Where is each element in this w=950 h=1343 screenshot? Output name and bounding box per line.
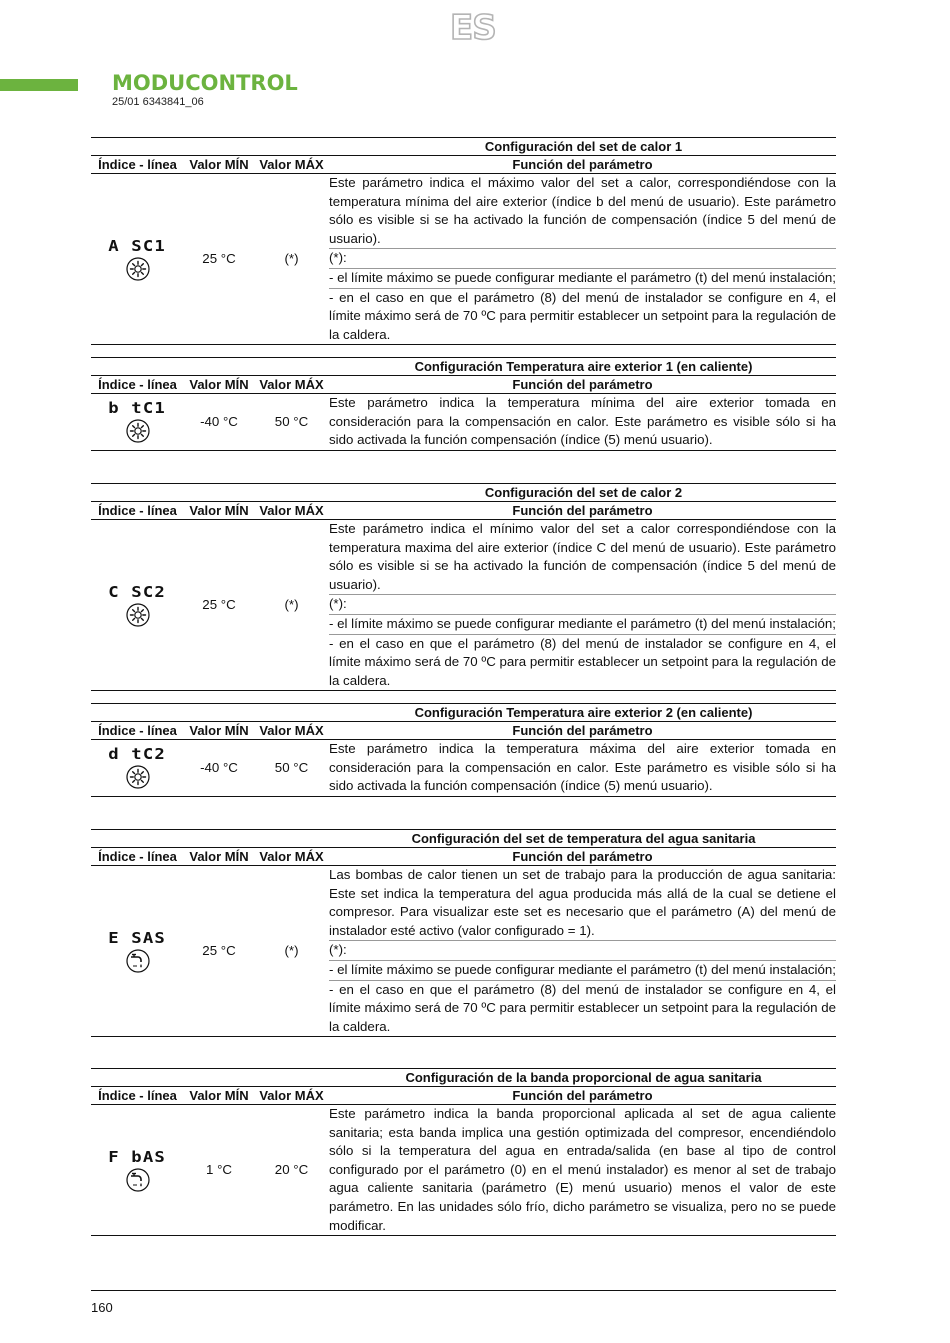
max-value: (*) — [284, 942, 299, 958]
parameter-section — [91, 357, 836, 451]
min-value: 25 °C — [202, 942, 236, 958]
header-index: Índice - línea — [98, 849, 177, 864]
parameter-section — [91, 703, 836, 797]
section-title: Configuración del set de temperatura del agua sanitaria — [91, 830, 836, 848]
document-reference: 25/01 6343841_06 — [112, 96, 204, 108]
parameter-section — [91, 1068, 836, 1236]
header-function: Función del parámetro — [512, 1088, 653, 1103]
header-index: Índice - línea — [98, 157, 177, 172]
max-value: (*) — [284, 250, 299, 266]
display-code: C SC2 — [108, 582, 167, 601]
header-max: Valor MÁX — [259, 1088, 324, 1103]
table-row — [91, 174, 836, 344]
function-paragraph: - en el caso en que el parámetro (8) del menú de instalador se configure en 4, el límite máximo será de 70 ºC para permitir establecer un setpoint para la regulación de la caldera. — [329, 981, 836, 1034]
function-paragraph: Este parámetro indica la temperatura mínima del aire exterior tomada en consideración para la compensación en calor. Este parámetro es visible sólo si ha sido activada la función compensación (índice (5) menú usuario). — [329, 395, 836, 448]
function-paragraph: Este parámetro indica la banda proporcional aplicada al set de agua caliente sanitaria; esta banda implica una gestión optimizada del compresor, encendiéndolo sólo si la temperatura del agua en entrada/salida (en base al tipo de control configurado por el parámetro (0) en el menú instalador) es menor al set de trabajo agua caliente sanitaria (parámetro (E) menú usuario) menos el valor de este parámetro. En las unidades sólo frío, dicho parámetro se visualiza, pero no se puede modificar. — [329, 1106, 836, 1233]
column-headers — [91, 722, 836, 740]
header-max: Valor MÁX — [259, 377, 324, 392]
function-paragraph: (*): — [329, 595, 836, 615]
parameter-section — [91, 483, 836, 691]
max-value: 50 °C — [274, 413, 309, 429]
max-value: 20 °C — [274, 1161, 309, 1177]
footer-divider — [91, 1290, 836, 1291]
function-paragraph: - el límite máximo se puede configurar mediante el parámetro (t) del menú instalación; — [329, 961, 836, 981]
display-code: F bAS — [108, 1147, 167, 1166]
function-paragraph: - en el caso en que el parámetro (8) del menú de instalador se configure en 4, el límite máximo será de 70 ºC para permitir establecer un setpoint para la regulación de la caldera. — [329, 289, 836, 342]
header-function: Función del parámetro — [512, 723, 653, 738]
function-paragraph: Este parámetro indica el máximo valor del set a calor, correspondiéndose con la temperatura mínima del aire exterior (índice b del menú de usuario). Este parámetro sólo es visible si se ha activado la función de compensación (índice 5 del menú de usuario). — [329, 174, 836, 249]
parameter-section — [91, 829, 836, 1037]
function-paragraph: Este parámetro indica la temperatura máxima del aire exterior tomada en consideración para la compensación en calor. Este parámetro es visible sólo si ha sido activada la función compensación (índice (5) menú usuario). — [329, 741, 836, 794]
table-row — [91, 520, 836, 690]
header-function: Función del parámetro — [512, 503, 653, 518]
table-row — [91, 866, 836, 1036]
function-paragraph: - el límite máximo se puede configurar mediante el parámetro (t) del menú instalación; — [329, 269, 836, 289]
max-value: 50 °C — [274, 759, 309, 775]
sun-icon — [126, 765, 150, 789]
header-function: Función del parámetro — [512, 157, 653, 172]
header-max: Valor MÁX — [259, 503, 324, 518]
function-description — [329, 394, 836, 450]
column-headers — [91, 848, 836, 866]
function-description — [329, 174, 836, 344]
language-code: ES — [450, 8, 496, 48]
index-cell — [91, 174, 184, 344]
sun-icon — [126, 419, 150, 443]
header-function: Función del parámetro — [512, 377, 653, 392]
index-cell — [91, 394, 184, 450]
header-min: Valor MÍN — [189, 1088, 249, 1103]
section-title: Configuración del set de calor 2 — [91, 484, 836, 502]
function-description — [329, 520, 836, 690]
display-code: d tC2 — [108, 745, 167, 764]
min-value: 25 °C — [202, 596, 236, 612]
page-number: 160 — [91, 1300, 113, 1315]
section-title: Configuración de la banda proporcional de agua sanitaria — [91, 1069, 836, 1087]
section-title: Configuración Temperatura aire exterior 2 (en caliente) — [91, 704, 836, 722]
column-headers — [91, 376, 836, 394]
function-paragraph: - el límite máximo se puede configurar mediante el parámetro (t) del menú instalación; — [329, 615, 836, 635]
function-description — [329, 1105, 836, 1235]
function-description — [329, 866, 836, 1036]
min-value: -40 °C — [200, 759, 238, 775]
min-value: -40 °C — [200, 413, 238, 429]
tap-icon — [126, 1168, 150, 1192]
header-min: Valor MÍN — [189, 377, 249, 392]
brand-title: MODUCONTROL — [112, 71, 298, 95]
header-max: Valor MÁX — [259, 849, 324, 864]
column-headers — [91, 1087, 836, 1105]
section-title: Configuración Temperatura aire exterior 1 (en caliente) — [91, 358, 836, 376]
display-code: A SC1 — [108, 236, 167, 255]
header-min: Valor MÍN — [189, 157, 249, 172]
index-cell — [91, 740, 184, 796]
table-row — [91, 740, 836, 796]
header-min: Valor MÍN — [189, 503, 249, 518]
parameter-section — [91, 137, 836, 345]
min-value: 1 °C — [205, 1161, 232, 1177]
header-index: Índice - línea — [98, 723, 177, 738]
table-row — [91, 394, 836, 450]
header-index: Índice - línea — [98, 1088, 177, 1103]
column-headers — [91, 502, 836, 520]
index-cell — [91, 520, 184, 690]
index-cell — [91, 866, 184, 1036]
display-code: b tC1 — [108, 399, 167, 418]
header-max: Valor MÁX — [259, 723, 324, 738]
header-function: Función del parámetro — [512, 849, 653, 864]
index-cell — [91, 1105, 184, 1235]
column-headers — [91, 156, 836, 174]
function-paragraph: (*): — [329, 941, 836, 961]
function-description — [329, 740, 836, 796]
function-paragraph: Las bombas de calor tienen un set de trabajo para la producción de agua sanitaria: Este set indica la temperatura del agua producida más allá de la cual se detiene el compresor. Para visualizar este set es necesario que el parámetro (A) del menú de instalador esté activo (valor configurado = 1). — [329, 866, 836, 941]
max-value: (*) — [284, 596, 299, 612]
sun-icon — [126, 257, 150, 281]
display-code: E SAS — [108, 928, 167, 947]
header-index: Índice - línea — [98, 503, 177, 518]
sun-icon — [126, 603, 150, 627]
min-value: 25 °C — [202, 250, 236, 266]
accent-bar — [0, 79, 78, 91]
header-max: Valor MÁX — [259, 157, 324, 172]
function-paragraph: Este parámetro indica el mínimo valor del set a calor correspondiéndose con la temperatura maxima del aire exterior (índice C del menú de usuario). Este parámetro sólo es visible si se ha activado la función de compensación (índice 5 del menú de usuario). — [329, 520, 836, 595]
table-row — [91, 1105, 836, 1235]
header-min: Valor MÍN — [189, 849, 249, 864]
header-index: Índice - línea — [98, 377, 177, 392]
tap-icon — [126, 949, 150, 973]
function-paragraph: - en el caso en que el parámetro (8) del menú de instalador se configure en 4, el límite máximo será de 70 ºC para permitir establecer un setpoint para la regulación de la caldera. — [329, 635, 836, 688]
section-title: Configuración del set de calor 1 — [91, 138, 836, 156]
function-paragraph: (*): — [329, 249, 836, 269]
header-min: Valor MÍN — [189, 723, 249, 738]
